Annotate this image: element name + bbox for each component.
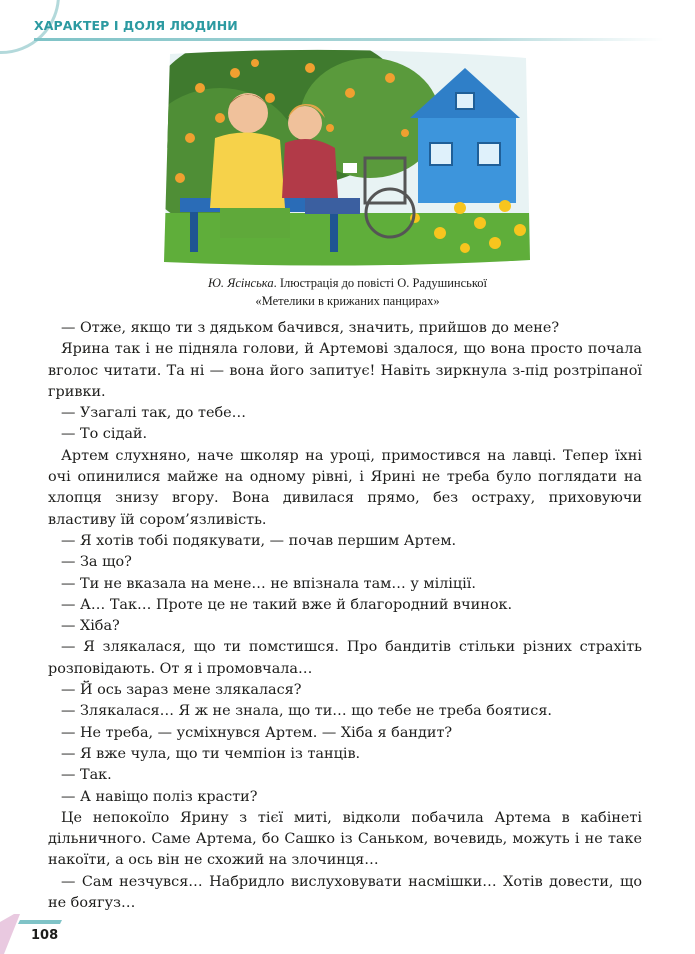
caption-author: Ю. Ясінська xyxy=(207,276,274,290)
paragraph: — А… Так… Проте це не такий вже й благородний вчинок. xyxy=(61,596,513,613)
paragraph: Ярина так і не підняла голови, й Артемові здалося, що вона просто почала вголос читати. Та ні — вона його запитує! Навіть зиркнула з-під розтріпаної гривки. xyxy=(48,341,642,400)
paragraph: — Я хотів тобі подякувати, — почав першим Артем. xyxy=(61,532,457,549)
header-rule xyxy=(34,38,664,41)
paragraph: — А навіщо поліз красти? xyxy=(61,788,258,805)
paragraph: — Й ось зараз мене злякалася? xyxy=(61,682,302,699)
paragraph: — Не треба, — усміхнувся Артем. — Хіба я бандит? xyxy=(61,724,453,741)
paragraph: — Хіба? xyxy=(61,618,120,635)
paragraph: Артем слухняно, наче школяр на уроці, примостився на лавці. Тепер їхні очі опинилися майже на одному рівні, і Ярині не треба було поглядати на хлопця знизу вгору. Вона дивилася прямо, без остраху, приховуючи властиву їй сором’язливість. xyxy=(48,447,642,528)
paragraph: — Сам незчувся… Набридло вислуховувати насмішки… Хотів довести, що не боягуз… xyxy=(48,873,642,912)
paragraph: — Отже, якщо ти з дядьком бачився, значить, прийшов до мене? xyxy=(61,320,560,336)
paragraph: — Злякалася… Я ж не знала, що ти… що тебе не треба боятися. xyxy=(61,703,552,720)
paragraph: — Я вже чула, що ти чемпіон із танців. xyxy=(61,745,361,762)
section-title: ХАРАКТЕР І ДОЛЯ ЛЮДИНИ xyxy=(34,18,238,33)
paragraph: — Так. xyxy=(61,767,112,784)
paragraph: — Я злякалася, що ти помстишся. Про бандитів стільки різних страхіть розповідають. От я і промовчала… xyxy=(48,639,642,677)
paragraph: — Узагалі так, до тебе… xyxy=(61,405,247,422)
figure-caption xyxy=(60,274,635,310)
page-number: 108 xyxy=(31,928,59,943)
story-text xyxy=(48,318,642,914)
paragraph: — То сідай. xyxy=(61,426,148,443)
paragraph: — Ти не вказала на мене… не впізнала там… у міліції. xyxy=(61,575,476,592)
paragraph: — За що? xyxy=(61,554,132,571)
caption-title: «Метелики в крижаних панцирах» xyxy=(255,294,440,308)
paragraph: Це непокоїло Ярину з тієї миті, відколи побачила Артема в кабінеті дільничного. Саме Артема, бо Сашко із Саньком, вочевидь, можуть і не таке накоїти, а ось він не схожий на злочинця… xyxy=(48,809,642,869)
caption-line-1 xyxy=(60,274,635,292)
caption-text: . Ілюстрація до повісті О. Радушинської xyxy=(273,276,488,290)
illustration-image xyxy=(160,48,533,268)
